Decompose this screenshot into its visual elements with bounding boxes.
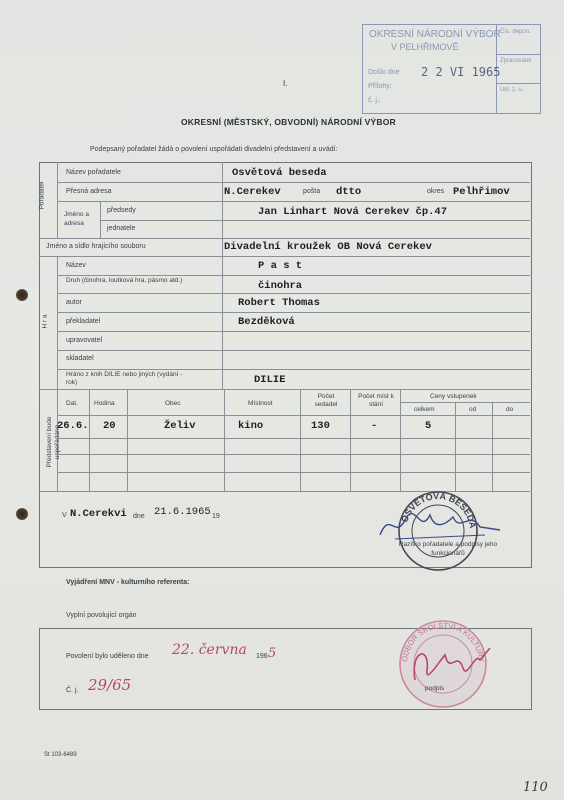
povoleni-year-prefix: 196 xyxy=(256,653,268,660)
hrano-label: Hráno z knih DILIE nebo jiných (vydání - rok) xyxy=(66,371,183,386)
form-intro: Podepsaný pořadatel žádá o povolení uspořádati divadelní představení a uvádí: xyxy=(90,146,338,153)
row-obec: Želiv xyxy=(164,420,196,432)
authority-signature xyxy=(405,640,495,690)
razitko-label: Razítko pořadatele a podpisy jeho funkcionářů xyxy=(398,541,498,557)
upravovatel-label: upravovatel xyxy=(66,337,103,344)
stamp-prilohy-label: Přílohy: xyxy=(368,83,392,90)
col-ceny: Ceny vstupenek xyxy=(430,393,477,400)
col-celkem: celkem xyxy=(414,406,435,413)
form-title: OKRESNÍ (MĚSTSKÝ, OBVODNÍ) NÁRODNÍ VÝBOR xyxy=(181,117,396,127)
section-hra: H r a xyxy=(41,314,49,329)
okres-label: okres xyxy=(427,188,445,195)
v-label: V xyxy=(62,512,67,519)
druh-value: činohra xyxy=(258,280,303,292)
row-sedadel: 130 xyxy=(311,420,330,432)
page-number: 110 xyxy=(523,780,548,795)
adresa-label: Přesná adresa xyxy=(66,188,112,195)
jmeno-adresa-label: Jméno a adresa xyxy=(64,211,89,227)
col-hodina: Hodina xyxy=(94,400,115,407)
punch-hole-top xyxy=(16,289,28,301)
row-mistnost: kino xyxy=(238,420,264,432)
authority-seal-text: ODBOR ŠKOLSTVÍ A KULTURY xyxy=(400,620,486,663)
povoleni-label: Povolení bylo uděleno dne xyxy=(66,653,149,660)
col-obec: Obec xyxy=(165,400,181,407)
punch-hole-bottom xyxy=(16,508,28,520)
okres-value: Pelhřimov xyxy=(453,186,510,198)
soubor-value: Divadelní kroužek OB Nová Cerekev xyxy=(224,241,432,253)
mnv-label: Vyjádření MNV - kulturního referenta: xyxy=(66,579,190,586)
stamp-cj-label: č. j.: xyxy=(368,97,381,104)
col-od: od xyxy=(469,406,477,413)
nazev-poradatele-value: Osvětová beseda xyxy=(232,167,327,179)
predsedy-label: předsedy xyxy=(107,207,136,214)
posta-label: pošta xyxy=(303,188,321,195)
podpis-label: podpis xyxy=(425,685,445,692)
datum-value: 21.6.1965 xyxy=(154,506,211,518)
section-poradatel: Pořadatel xyxy=(38,181,46,210)
predsedy-value: Jan Linhart Nová Cerekev čp.47 xyxy=(258,206,448,218)
cj-value: 29/65 xyxy=(88,676,132,694)
section-predstaveni: Představení bude uspořádáno xyxy=(46,416,61,468)
hra-nazev-label: Název xyxy=(66,262,86,269)
col-dat: Dat. xyxy=(66,400,78,407)
jednatele-label: jednatele xyxy=(107,225,136,232)
row-stani: - xyxy=(371,420,378,432)
stamp-col3: Ukl. z. u. xyxy=(500,87,524,93)
roman-numeral: I. xyxy=(283,79,288,88)
prekladatel-value: Bezděková xyxy=(238,316,295,328)
hrano-value: DILIE xyxy=(254,374,286,386)
col-mistnost: Místnost xyxy=(248,400,273,407)
hra-nazev-value: P a s t xyxy=(258,260,303,272)
dne-label: dne xyxy=(133,513,145,520)
stamp-col2: Zpracovatel xyxy=(500,58,532,64)
autor-label: autor xyxy=(66,299,82,306)
received-stamp xyxy=(362,24,541,114)
organizer-seal-text: OSVĚTOVÁ BESEDA xyxy=(399,490,478,529)
prekladatel-label: překladatel xyxy=(66,318,101,325)
druh-label: Druh (činohra, loutková hra, pásmo atd.) xyxy=(66,277,183,284)
povoleni-date: 22. června xyxy=(172,642,247,658)
povoleni-year-digit: 5 xyxy=(268,646,277,661)
organizer-signature xyxy=(375,505,505,545)
rok-suffix: 19 xyxy=(212,513,220,520)
skladatel-label: skladatel xyxy=(66,355,94,362)
misto-value: N.Cerekvi xyxy=(70,508,127,520)
form-code: St 103-6489 xyxy=(44,752,77,758)
autor-value: Robert Thomas xyxy=(238,297,320,309)
soubor-label: Jméno a sídlo hrajícího souboru xyxy=(46,243,146,250)
nazev-poradatele-label: Název pořadatele xyxy=(66,169,121,176)
posta-value: dtto xyxy=(336,186,362,198)
col-pocet-sedadel: Počet sedadel xyxy=(314,393,338,408)
cj-label: Č. j. xyxy=(66,687,79,694)
stamp-line2: V PELHŘIMOVĚ xyxy=(391,42,459,52)
col-pocet-mist: Počet míst k stání xyxy=(358,393,394,408)
row-celkem: 5 xyxy=(425,420,432,432)
row-hodina: 20 xyxy=(103,420,116,432)
stamp-line1: OKRESNÍ NÁRODNÍ VÝBOR xyxy=(369,29,501,40)
stamp-date: 2 2 VI 1965 xyxy=(421,65,501,79)
adresa-value: N.Cerekev xyxy=(224,186,281,198)
col-do: do xyxy=(506,406,514,413)
stamp-dosle-label: Došlo dne xyxy=(368,69,400,76)
organ-label: Vyplní povolující orgán xyxy=(66,612,137,619)
row-dat: 26.6. xyxy=(57,420,89,432)
stamp-col1: Čís. depon. xyxy=(500,29,531,35)
